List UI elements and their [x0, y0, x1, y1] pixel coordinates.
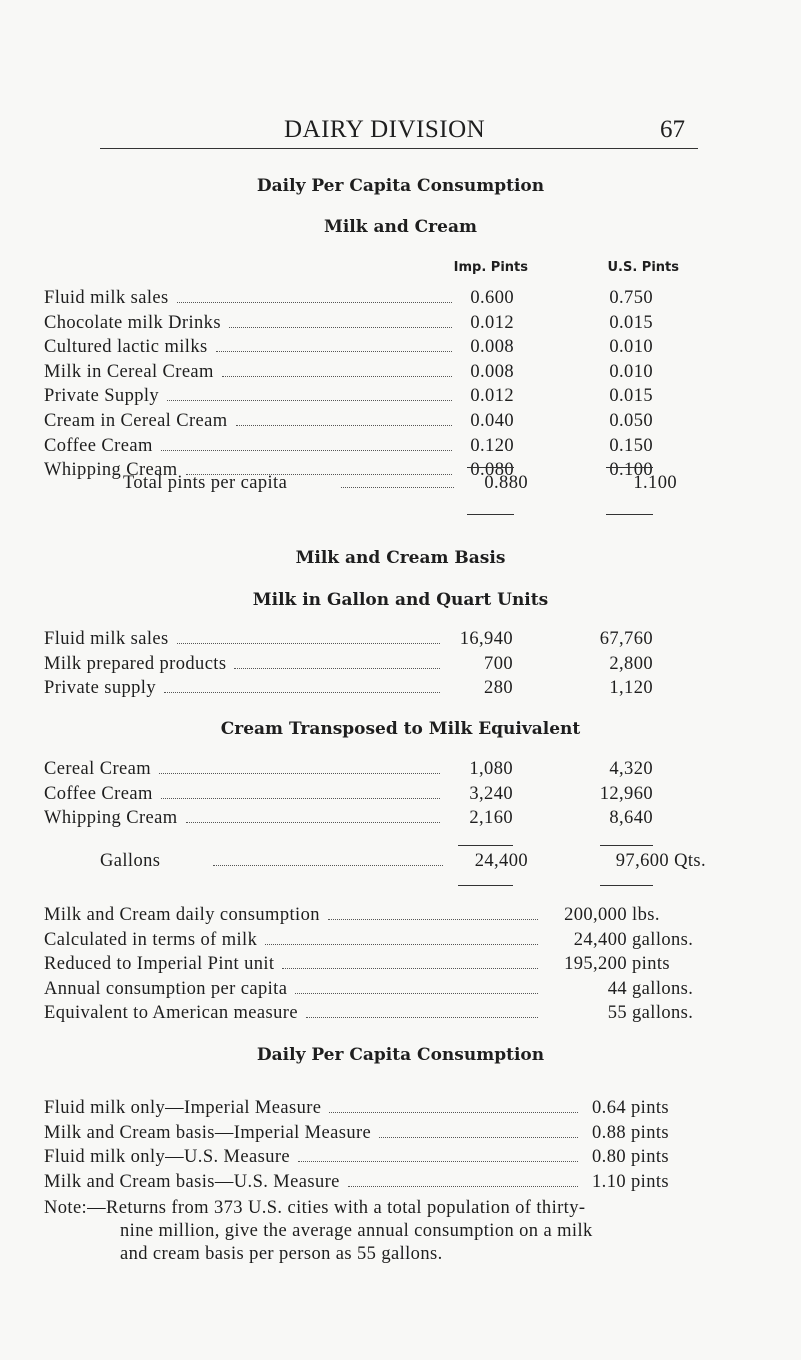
us-pints-value: 0.100: [609, 460, 653, 481]
quarts-value: 1,120: [609, 678, 653, 698]
leader-dots: [379, 1137, 578, 1138]
summary-value: 55 gallons.: [607, 1003, 694, 1024]
imp-pints-value: 0.600: [470, 288, 514, 308]
gallons-value: 2,160: [469, 808, 513, 828]
row-label: Chocolate milk Drinks: [44, 312, 221, 333]
pints-value: 0.80 pints: [592, 1147, 670, 1167]
leader-dots: [186, 822, 440, 823]
summary-value: 195,200 pints: [564, 954, 671, 975]
sum-rule: [467, 514, 514, 515]
leader-dots: [236, 425, 452, 426]
row-label: Fluid milk sales: [44, 629, 169, 649]
us-pints-value: 0.150: [609, 435, 653, 456]
leader-dots: [298, 1161, 578, 1162]
gallons-total-value: 24,400: [474, 851, 528, 871]
us-pints-value: 0.010: [609, 361, 653, 382]
imp-pints-value: 0.040: [470, 411, 514, 431]
pints-value: 0.88 pints: [592, 1122, 670, 1143]
us-pints-value: 0.015: [609, 312, 653, 333]
section2-title: Milk and Cream Basis: [295, 548, 506, 568]
section4-title: Daily Per Capita Consumption: [256, 1045, 545, 1065]
leader-dots: [329, 1112, 578, 1113]
row-label: Cereal Cream: [44, 759, 152, 779]
quarts-value: 4,320: [609, 759, 653, 779]
total-imp-value: 0.880: [484, 473, 528, 493]
leader-dots: [177, 302, 452, 303]
gallons-value: 1,080: [469, 759, 513, 779]
leader-dots: [216, 351, 452, 352]
leader-dots: [229, 327, 452, 328]
row-label: Cultured lactic milks: [44, 337, 208, 358]
leader-dots: [177, 643, 440, 644]
us-pints-value: 0.050: [609, 411, 653, 431]
sum-rule: [600, 845, 653, 846]
section1-subtitle: Milk and Cream: [324, 217, 477, 237]
row-label: Milk prepared products: [44, 653, 227, 674]
imp-pints-value: 0.012: [470, 312, 514, 333]
summary-label: Calculated in terms of milk: [44, 929, 258, 950]
summary-label: Reduced to Imperial Pint unit: [44, 954, 275, 975]
quarts-value: 2,800: [609, 653, 653, 674]
quarts-value: 67,760: [599, 629, 653, 649]
gallons-value: 700: [484, 653, 513, 674]
imp-pints-value: 0.012: [470, 386, 514, 407]
leader-dots: [222, 376, 452, 377]
imp-pints-value: 0.008: [470, 361, 514, 382]
us-pints-value: 0.010: [609, 337, 653, 358]
leader-dots: [159, 773, 440, 774]
us-pints-value: 0.750: [609, 288, 653, 308]
row-label: Fluid milk sales: [44, 288, 169, 308]
leader-dots: [234, 668, 440, 669]
row-label: Private Supply: [44, 386, 160, 407]
row-label: Cream in Cereal Cream: [44, 411, 228, 431]
header-rule: [100, 148, 698, 149]
footnote: [44, 1197, 684, 1266]
running-header: [0, 114, 801, 148]
imp-pints-value: 0.008: [470, 337, 514, 358]
row-label: Milk and Cream basis—Imperial Measure: [44, 1122, 372, 1143]
total-us-value: 1.100: [633, 473, 677, 493]
quarts-value: 12,960: [599, 783, 653, 804]
page-number: 67: [660, 116, 685, 143]
imp-pints-value: 0.080: [470, 460, 514, 481]
pints-value: 0.64 pints: [592, 1098, 670, 1118]
row-label: Whipping Cream: [44, 460, 178, 481]
sum-rule: [458, 845, 513, 846]
row-label: Private supply: [44, 678, 156, 698]
leader-dots: [164, 692, 440, 693]
sum-rule: [458, 885, 513, 886]
leader-dots: [161, 450, 452, 451]
gallons-total-label: Gallons: [100, 851, 161, 871]
leader-dots: [282, 968, 538, 969]
row-label: Milk and Cream basis—U.S. Measure: [44, 1171, 340, 1192]
summary-value: 200,000 lbs.: [564, 905, 660, 925]
quarts-total-value: 97,600 Qts.: [615, 851, 706, 871]
section3-title: Cream Transposed to Milk Equivalent: [220, 719, 581, 739]
summary-label: Annual consumption per capita: [44, 978, 288, 999]
row-label: Fluid milk only—Imperial Measure: [44, 1098, 322, 1118]
row-label: Milk in Cereal Cream: [44, 361, 214, 382]
summary-value: 44 gallons.: [607, 978, 694, 999]
leader-dots: [265, 944, 538, 945]
summary-value: 24,400 gallons.: [573, 929, 694, 950]
total-label: Total pints per capita: [123, 473, 288, 493]
sum-rule: [606, 514, 653, 515]
row-label: Fluid milk only—U.S. Measure: [44, 1147, 291, 1167]
row-label: Coffee Cream: [44, 783, 153, 804]
footnote-line: Note:—Returns from 373 U.S. cities with a total population of thirty-: [44, 1198, 586, 1218]
footnote-line: and cream basis per person as 55 gallons.: [120, 1244, 443, 1264]
sum-rule: [467, 467, 514, 468]
row-label: Whipping Cream: [44, 808, 178, 828]
imp-pints-value: 0.120: [470, 435, 514, 456]
gallons-value: 16,940: [459, 629, 513, 649]
leader-dots: [306, 1017, 538, 1018]
summary-label: Equivalent to American measure: [44, 1003, 298, 1024]
quarts-value: 8,640: [609, 808, 653, 828]
page-header-title: DAIRY DIVISION: [284, 116, 486, 143]
us-pints-value: 0.015: [609, 386, 653, 407]
row-label: Coffee Cream: [44, 435, 153, 456]
leader-dots: [348, 1186, 578, 1187]
leader-dots: [328, 919, 538, 920]
col-header-imp-pints: Imp. Pints: [453, 260, 528, 275]
col-header-us-pints: U.S. Pints: [607, 260, 679, 275]
sum-rule: [606, 467, 653, 468]
footnote-line: nine million, give the average annual consumption on a milk: [120, 1221, 593, 1241]
summary-label: Milk and Cream daily consumption: [44, 905, 320, 925]
gallons-value: 3,240: [469, 783, 513, 804]
section1-title: Daily Per Capita Consumption: [256, 176, 545, 196]
section2-subtitle: Milk in Gallon and Quart Units: [252, 590, 549, 610]
leader-dots: [295, 993, 538, 994]
pints-value: 1.10 pints: [592, 1171, 670, 1192]
gallons-value: 280: [484, 678, 513, 698]
leader-dots: [161, 798, 440, 799]
leader-dots: [167, 400, 452, 401]
sum-rule: [600, 885, 653, 886]
